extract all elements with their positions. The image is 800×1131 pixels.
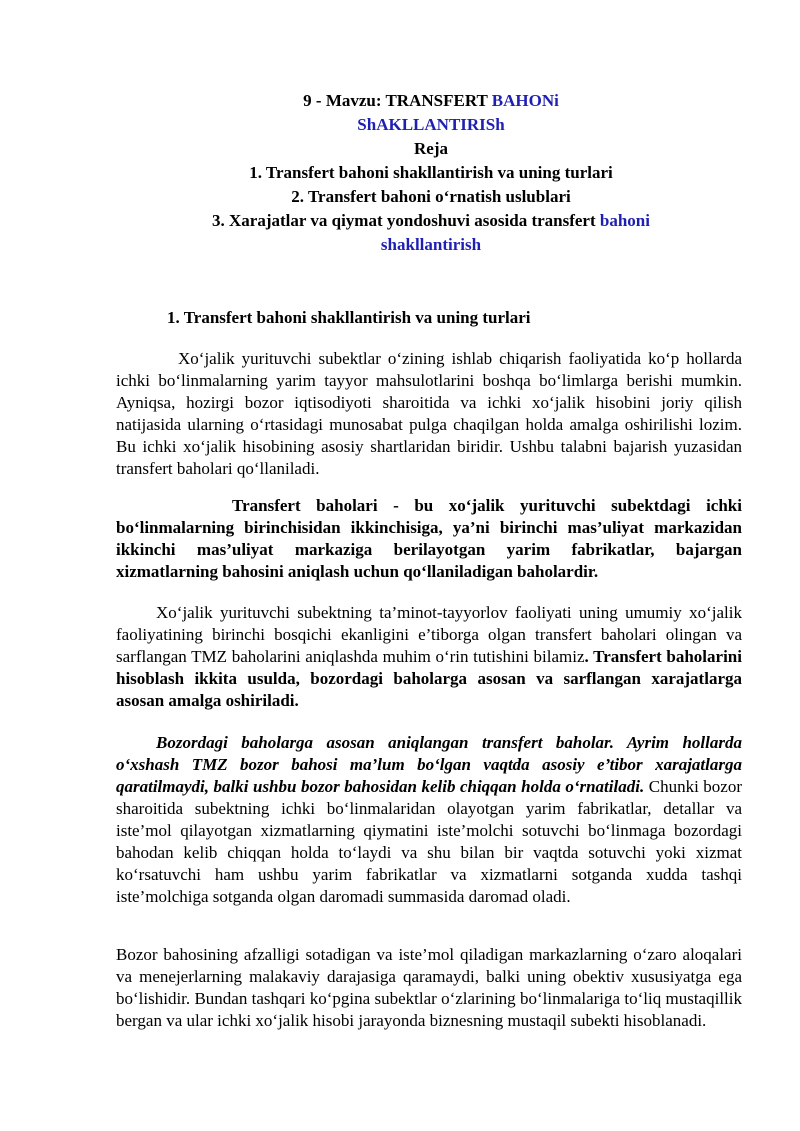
paragraph-4 xyxy=(116,732,742,908)
plan-item-1: 1. Transfert bahoni shakllantirish va uning turlari xyxy=(249,163,613,182)
paragraph-2-definition: Transfert baholari - bu xo‘jalik yurituvchi subektdagi ichki bo‘linmalarning birinchisidan ikkinchisiga, ya’ni birinchi mas’uliyat markazidan ikkinchi mas’uliyat markaziga berilayotgan yarim fabrikatlar, bajargan xizmatlarning bahosini aniqlash uchun qo‘llaniladigan baholardir. xyxy=(116,496,742,581)
topic-title xyxy=(116,89,746,113)
plan-item-2: 2. Transfert bahoni o‘rnatish uslublari xyxy=(291,187,571,206)
topic-blue-word: BAHONi xyxy=(491,91,559,110)
paragraph-4-bold-italic: Bozordagi baholarga asosan aniqlangan transfert baholar. Ayrim hollarda o‘xshash TMZ bozor bahosi ma’lum bo‘lgan vaqtda asosiy e’tibor xarajatlarga qaratilmaydi, balki ushbu bozor bahosidan kelib chiqqan holda o‘rnatiladi. xyxy=(116,733,742,796)
paragraph-3-bold: . Transfert baholarini hisoblash ikkita usulda, bozordagi baholarga asosan va sarflangan xarajatlarga asosan amalga oshiriladi. xyxy=(116,647,742,710)
plan-item-3-blue: bahoni xyxy=(599,211,650,230)
paragraph-1: Xo‘jalik yurituvchi subektlar o‘zining ishlab chiqarish faoliyatida ko‘p hollarda ichki bo‘linmalarning yarim tayyor mahsulotlarini boshqa bo‘limlarga berishi mumkin. Ayniqsa, hozirgi bozor iqtisodiyoti sharoitida va ichki xo‘jalik hisobini joriy qilish natijasida ularning o‘rtasidagi munosabat pulga chaqilgan holda amalga oshirilishi lozim. Bu ichki xo‘jalik hisobining asosiy shartlaridan biridir. Ushbu talabni bajarish yuzasidan transfert baholari qo‘llaniladi. xyxy=(116,349,742,478)
plan-item-3 xyxy=(116,209,746,233)
paragraph-3-text: Xo‘jalik yurituvchi subektning ta’minot-tayyorlov faoliyati uning umumiy xo‘jalik faoliyatining birinchi bosqichi ekanligini e’tiborga olgan transfert baholari olingan va sarflangan TMZ baholarini aniqlashda muhim o‘rin tutishini bilamiz xyxy=(116,603,742,666)
section-title: 1. Transfert bahoni shakllantirish va uning turlari xyxy=(167,308,531,327)
topic-prefix: 9 - Mavzu: TRANSFERT xyxy=(303,91,492,110)
plan-item-3-line2: shakllantirish xyxy=(380,235,482,254)
paragraph-3 xyxy=(116,602,742,712)
topic-title-line2: ShAKLLANTIRISh xyxy=(357,115,505,134)
paragraph-5: Bozor bahosining afzalligi sotadigan va iste’mol qiladigan markazlarning o‘zaro aloqalari va menejerlarning malakaviy darajasiga qaramaydi, balki uning obektiv xususiyatga ega bo‘lishidir. Bundan tashqari ko‘pgina subektlar o‘zlarining bo‘linmalariga to‘liq mustaqillik bergan va ular ichki xo‘jalik hisobi jarayonda biznesning mustaqil subekti hisoblanadi. xyxy=(116,945,742,1030)
plan-item-3-text: 3. Xarajatlar va qiymat yondoshuvi asosida transfert xyxy=(212,211,600,230)
plan-label: Reja xyxy=(414,139,448,158)
paragraph-4-text: Chunki bozor sharoitida subektning ichki bo‘linmalaridan olayotgan yarim fabrikatlar, detallar va iste’mol qilayotgan xizmatlarning qiymatini iste’molchi sotuvchi bo‘linmaga bozordagi bahodan kelib chiqqan holda to‘laydi va shu bilan bir vaqtda sotuvchi yoki xizmat ko‘rsatuvchi ham ushbu yarim fabrikatlar va xizmatlarni sotganda xudda tashqi iste’molchiga sotganda olgan daromadi summasida daromad oladi. xyxy=(116,777,742,906)
document-heading xyxy=(116,89,746,257)
